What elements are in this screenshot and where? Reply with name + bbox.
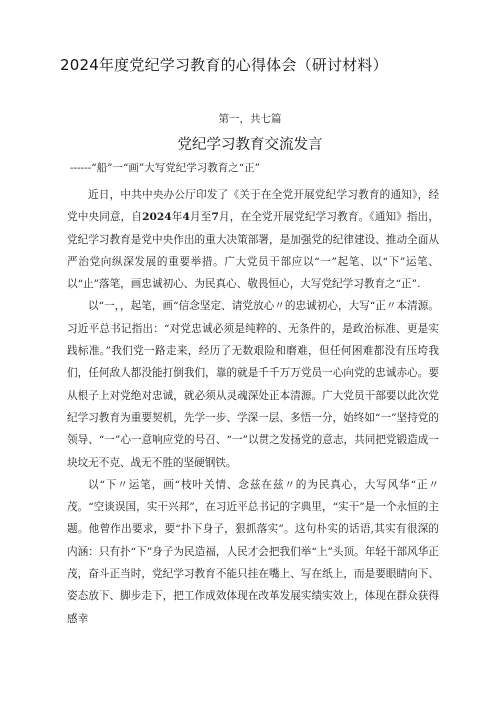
paragraph-3: 以“下〃运笔，画“枝叶关情、念兹在兹〃的为民真心，大写风华“正〃茂。“空谈误国，实干兴邦”，在习近平总书记的字典里，“实干”是一个永恒的主题。他曾作出要求，要“扑下身子，狠抓落实”。这句朴实的话语,其实有很深的内涵：只有扑“下”身子为民造福，人民才会把我们举“上”头顶。年轻干部风华正茂，奋斗正当时，党纪学习教育不能只挂在嘴上、写在纸上，而是要眼睛向下、姿态放下、脚步走下，把工作成效体现在改革发展实绩实效上，体现在群众获得感幸 — [67, 478, 439, 625]
paragraph-1-year: 2024 — [142, 211, 172, 224]
speech-title: 党纪学习教育交流发言 — [177, 137, 323, 153]
document-title: 2024年度党纪学习教育的心得体会（研讨材料） — [60, 56, 388, 74]
paragraph-1-text-d: 月，在全党开展党纪学习教育。《通知》指出，党纪学习教育是党中央作出的重大决策部署，是加强党的纪律建设、推动全面从严治党向纵深发展的重要举措。广大党员干部应以“一”起笔、以“下”运笔、以“止”落笔，画忠诚初心、为民真心、敬畏恒心，大写党纪学习教育之“正”. — [67, 211, 439, 291]
paragraph-1 — [67, 184, 439, 295]
paragraph-1-text-b: 年 — [171, 211, 183, 224]
paragraph-2: 以“一，，起笔，画“信念坚定、请党放心〃的忠诚初心，大写“正〃本清源。习近平总书记指出：“对党忠诚必须是纯粹的、无条件的，是政治标准、更是实践标准。”我们党一路走来，经历了无数艰险和磨难，但任何困难都没有压垮我们，任何敌人都没能打倒我们，靠的就是千千万万党员一心向党的忠诚赤心。要从根子上对党绝对忠诚，就必须从灵魂深处正本清源。广大党员干部要以此次党纪学习教育为重要契机，先学一步、学深一层、多悟一分，始终如“一”坚持党的领导、“一”心一意响应党的号召、“一”以贯之发扬党的意志，共同把党锻造成一块坟无不克、战无不胜的坚硬钢铁。 — [67, 300, 439, 469]
section-number: 第一，共七篇 — [218, 113, 282, 125]
speech-subtitle: ------“船”一“画”大写党纪学习教育之“正” — [70, 162, 260, 174]
document-body — [67, 184, 439, 630]
paragraph-1-month-start: 4 — [182, 211, 190, 224]
paragraph-1-text-a: 近日，中共中央办公厅印发了《关于在全党开展党纪学习教育的通知》，经党中央同意，自 — [67, 189, 439, 224]
paragraph-1-text-c: 月至 — [189, 211, 212, 224]
paragraph-1-month-end: 7 — [211, 211, 219, 224]
